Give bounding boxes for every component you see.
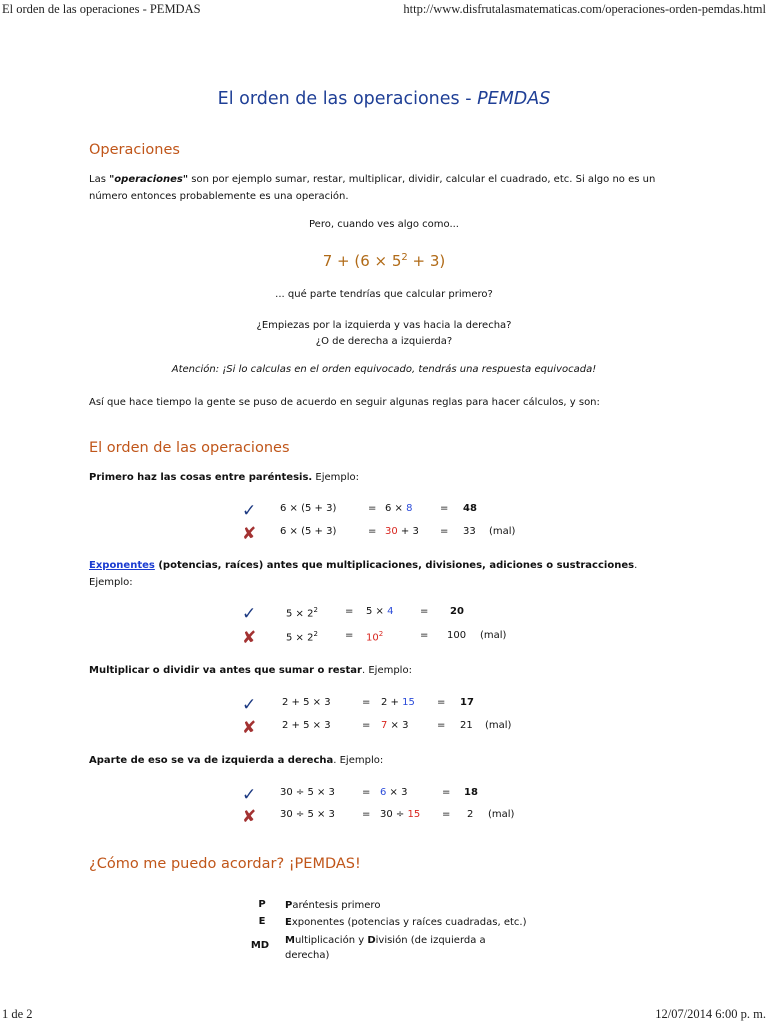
equals: = bbox=[440, 503, 449, 514]
expr-exp: 2 bbox=[313, 606, 318, 614]
lead-letter-2: D bbox=[367, 935, 376, 946]
rule-1 bbox=[89, 469, 689, 486]
expr-base: 5 × 2 bbox=[286, 608, 314, 620]
check-mark-icon: ✓ bbox=[242, 785, 257, 805]
formula-part-b: + 3) bbox=[407, 252, 446, 270]
step-highlight: 30 bbox=[385, 526, 398, 537]
rule-4 bbox=[89, 752, 689, 769]
lead-letter: E bbox=[285, 917, 292, 928]
equals: = bbox=[345, 606, 354, 617]
lead-letter: M bbox=[285, 935, 295, 946]
rule-1-bold: Primero haz las cosas entre paréntesis. bbox=[89, 472, 313, 483]
rule-2 bbox=[89, 557, 689, 591]
intro-pre: Las bbox=[89, 174, 110, 185]
cross-mark-icon: ✘ bbox=[242, 807, 257, 827]
result: 48 bbox=[463, 503, 477, 514]
step-a: 30 ÷ bbox=[380, 809, 408, 820]
rule-2-rest: . bbox=[634, 560, 638, 571]
rule-3-rest: . Ejemplo: bbox=[361, 665, 412, 676]
result: 2 bbox=[467, 809, 474, 820]
rule-2-bold: (potencias, raíces) antes que multiplicaciones, divisiones, adiciones o sustracciones bbox=[154, 560, 635, 571]
equals: = bbox=[442, 787, 451, 798]
print-footer-datetime: 12/07/2014 6:00 p. m. bbox=[655, 1007, 766, 1021]
formula-part-a: 7 + (6 × 5 bbox=[322, 252, 402, 270]
wrong-note: (mal) bbox=[485, 720, 512, 731]
desc-text-2: ivisión (de izquierda a derecha) bbox=[285, 935, 486, 961]
intro-bold: "operaciones" bbox=[109, 174, 189, 185]
equals: = bbox=[420, 606, 429, 617]
rule-4-rest: . Ejemplo: bbox=[333, 755, 384, 766]
intro-post: son por ejemplo sumar, restar, multiplicar, dividir, calcular el cuadrado, etc. Si algo no es un número entonces probablemente es una operación. bbox=[89, 174, 656, 202]
pemdas-desc-p bbox=[285, 898, 545, 913]
warning-text: Atención: ¡Si lo calculas en el orden equivocado, tendrás una respuesta equivocada! bbox=[171, 364, 597, 375]
expr: 6 × (5 + 3) bbox=[280, 526, 337, 537]
step bbox=[385, 503, 412, 514]
equals: = bbox=[368, 526, 377, 537]
step-highlight: 8 bbox=[406, 503, 413, 514]
expr bbox=[286, 606, 318, 619]
expr-base: 5 × 2 bbox=[286, 632, 314, 644]
print-footer-page: 1 de 2 bbox=[2, 1007, 33, 1021]
step-a: 5 × bbox=[366, 606, 388, 617]
equals: = bbox=[368, 503, 377, 514]
print-header-title: El orden de las operaciones - PEMDAS bbox=[2, 2, 201, 16]
equals: = bbox=[345, 630, 354, 641]
wrong-note: (mal) bbox=[488, 809, 515, 820]
desc-text: aréntesis primero bbox=[292, 900, 381, 911]
equals: = bbox=[420, 630, 429, 641]
page-title bbox=[0, 89, 768, 109]
example-2-wrong bbox=[0, 630, 768, 648]
equals: = bbox=[440, 526, 449, 537]
check-mark-icon: ✓ bbox=[242, 604, 257, 624]
step bbox=[381, 720, 408, 731]
result: 17 bbox=[460, 697, 474, 708]
expr-exp: 2 bbox=[313, 630, 318, 638]
result: 21 bbox=[460, 720, 473, 731]
pemdas-letter-md: MD bbox=[250, 940, 270, 951]
cross-mark-icon: ✘ bbox=[242, 524, 257, 544]
step-highlight: 10 bbox=[366, 632, 379, 644]
wrong-note: (mal) bbox=[489, 526, 516, 537]
step-a: 6 × bbox=[385, 503, 407, 514]
step-highlight: 6 bbox=[380, 787, 387, 798]
print-header-url: http://www.disfrutalasmatematicas.com/operaciones-orden-pemdas.html bbox=[403, 2, 766, 16]
example-1-correct bbox=[0, 503, 768, 521]
check-mark-icon: ✓ bbox=[242, 695, 257, 715]
expr: 2 + 5 × 3 bbox=[282, 697, 331, 708]
cross-mark-icon: ✘ bbox=[242, 718, 257, 738]
step-b: × 3 bbox=[387, 720, 409, 731]
intro-paragraph bbox=[89, 171, 689, 205]
check-mark-icon: ✓ bbox=[242, 501, 257, 521]
formula-exponent: 2 bbox=[401, 252, 408, 263]
rule-3-bold: Multiplicar o dividir va antes que sumar o restar bbox=[89, 665, 362, 676]
lead-letter: P bbox=[285, 900, 293, 911]
expr bbox=[286, 630, 318, 643]
closing-text: Así que hace tiempo la gente se puso de acuerdo en seguir algunas reglas para hacer cálculos, y son: bbox=[89, 397, 600, 408]
page-title-main: El orden de las operaciones - bbox=[217, 89, 478, 109]
example-1-wrong bbox=[0, 526, 768, 544]
section-heading-operaciones: Operaciones bbox=[89, 142, 180, 158]
section-heading-orden: El orden de las operaciones bbox=[89, 440, 290, 456]
example-4-correct bbox=[0, 787, 768, 805]
example-3-correct bbox=[0, 697, 768, 715]
example-formula bbox=[0, 252, 768, 270]
question-2: ¿Empiezas por la izquierda y vas hacia la derecha? bbox=[256, 320, 512, 331]
expr: 30 ÷ 5 × 3 bbox=[280, 809, 335, 820]
step bbox=[385, 526, 419, 537]
step bbox=[380, 809, 420, 820]
exponentes-link[interactable]: Exponentes bbox=[89, 560, 155, 571]
pemdas-desc-md bbox=[285, 933, 510, 963]
result: 18 bbox=[464, 787, 478, 798]
example-2-correct bbox=[0, 606, 768, 624]
lead-text: Pero, cuando ves algo como... bbox=[309, 219, 459, 230]
section-heading-pemdas: ¿Cómo me puedo acordar? ¡PEMDAS! bbox=[89, 856, 361, 872]
rule-4-bold: Aparte de eso se va de izquierda a derecha bbox=[89, 755, 334, 766]
rule-2-tail: Ejemplo: bbox=[89, 577, 133, 588]
step bbox=[366, 630, 383, 643]
equals: = bbox=[437, 697, 446, 708]
desc-text: ultiplicación y bbox=[294, 935, 368, 946]
equals: = bbox=[362, 787, 371, 798]
example-3-wrong bbox=[0, 720, 768, 738]
equals: = bbox=[442, 809, 451, 820]
equals: = bbox=[362, 809, 371, 820]
step bbox=[380, 787, 407, 798]
expr: 6 × (5 + 3) bbox=[280, 503, 337, 514]
question-1: ... qué parte tendrías que calcular primero? bbox=[275, 289, 493, 300]
rule-3 bbox=[89, 662, 689, 679]
step bbox=[366, 606, 393, 617]
result: 100 bbox=[447, 630, 467, 641]
wrong-note: (mal) bbox=[480, 630, 507, 641]
step-highlight: 15 bbox=[402, 697, 415, 708]
equals: = bbox=[437, 720, 446, 731]
result: 20 bbox=[450, 606, 464, 617]
pemdas-desc-e bbox=[285, 915, 545, 930]
example-4-wrong bbox=[0, 809, 768, 827]
equals: = bbox=[362, 720, 371, 731]
page-title-emph: PEMDAS bbox=[477, 89, 551, 109]
step-highlight: 7 bbox=[381, 720, 388, 731]
step bbox=[381, 697, 415, 708]
pemdas-letter-p: P bbox=[258, 899, 266, 910]
cross-mark-icon: ✘ bbox=[242, 628, 257, 648]
step-exp: 2 bbox=[378, 630, 384, 638]
step-b: × 3 bbox=[386, 787, 408, 798]
step-highlight: 4 bbox=[387, 606, 394, 617]
expr: 30 ÷ 5 × 3 bbox=[280, 787, 335, 798]
step-a: 2 + bbox=[381, 697, 403, 708]
desc-text: xponentes (potencias y raíces cuadradas, etc.) bbox=[291, 917, 527, 928]
pemdas-letter-e: E bbox=[258, 916, 266, 927]
step-highlight: 15 bbox=[407, 809, 421, 820]
result: 33 bbox=[463, 526, 476, 537]
rule-1-rest: Ejemplo: bbox=[312, 472, 359, 483]
equals: = bbox=[362, 697, 371, 708]
question-3: ¿O de derecha a izquierda? bbox=[315, 336, 453, 347]
expr: 2 + 5 × 3 bbox=[282, 720, 331, 731]
step-b: + 3 bbox=[397, 526, 419, 537]
